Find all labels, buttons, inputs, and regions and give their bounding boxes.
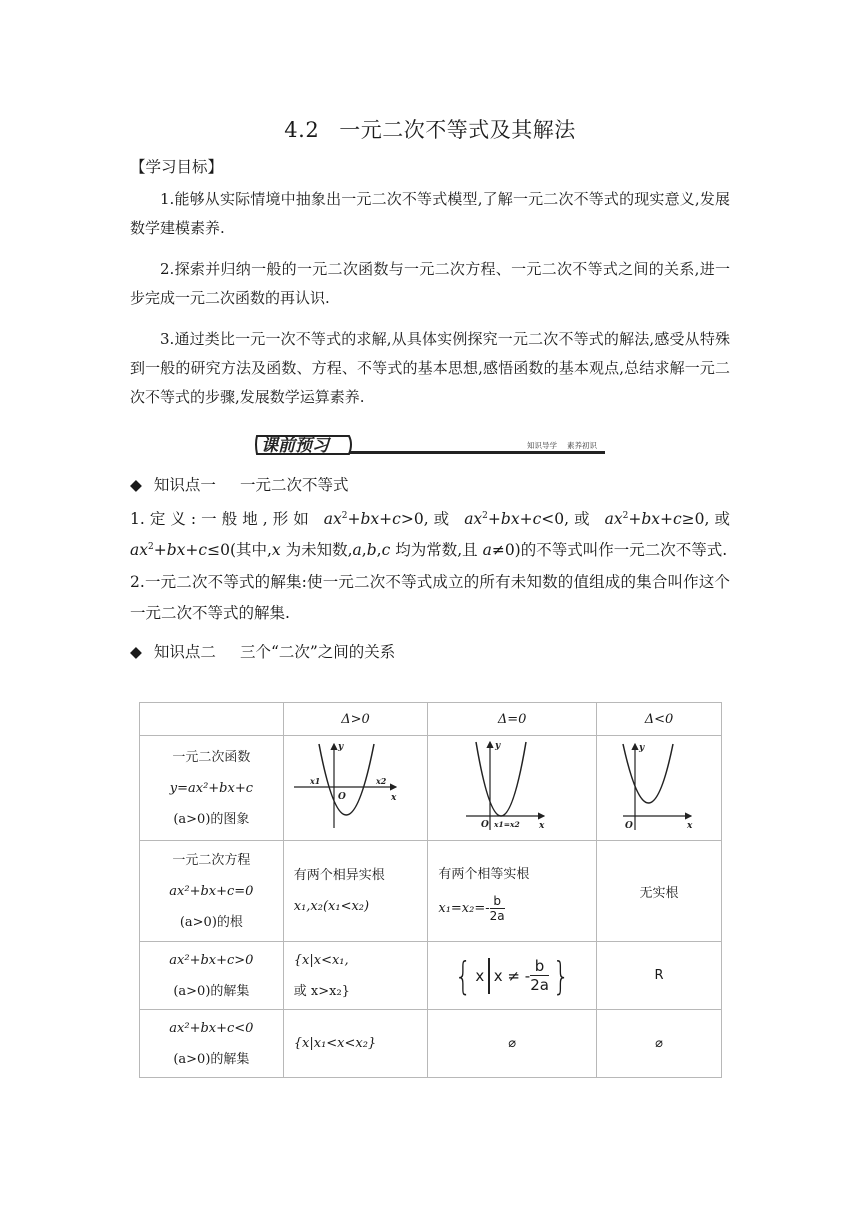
cell-set-x-ne bbox=[428, 942, 597, 1010]
cell-empty-set: ⌀ bbox=[428, 1010, 597, 1078]
definition-2: 2.一元二次不等式的解集:使一元二次不等式成立的所有未知数的值组成的集合叫作这个一元二次不等式的解集. bbox=[130, 573, 730, 622]
banner-graphic bbox=[253, 430, 608, 460]
objective-3: 3.通过类比一元一次不等式的求解,从具体实例探究一元二次不等式的解法,感受从特殊到一般的研究方法及函数、方程、不等式的基本思想,感悟函数的基本观点,总结求解一元二次不等式的步骤,发展数学运算素养. bbox=[130, 330, 730, 406]
svg-text:x1=x2: x1=x2 bbox=[494, 820, 521, 829]
section-banner bbox=[253, 430, 608, 460]
parabola-no-root-graph bbox=[597, 736, 721, 836]
banner-sub1: 知识导学 bbox=[527, 441, 557, 450]
row-label: 一元二次方程 ax²+bx+c=0 (a>0)的根 bbox=[140, 841, 284, 942]
cell-empty-set: ⌀ bbox=[596, 1010, 721, 1078]
table-row bbox=[140, 841, 722, 942]
row-label: 一元二次函数 y=ax²+bx+c (a>0)的图象 bbox=[140, 736, 284, 841]
table-header: Δ=0 bbox=[428, 703, 597, 736]
svg-text:y: y bbox=[638, 743, 645, 753]
svg-text:x1: x1 bbox=[309, 776, 321, 786]
table-header-empty bbox=[140, 703, 284, 736]
svg-text:x: x bbox=[390, 793, 397, 803]
table-row bbox=[140, 703, 722, 736]
knowledge-point-2 bbox=[130, 640, 395, 662]
parabola-one-root-graph bbox=[428, 736, 588, 836]
graph-cell bbox=[596, 736, 721, 841]
set-notation: { x x ≠ - $\frac{b}{2a}$ } bbox=[454, 953, 570, 998]
table-header: Δ>0 bbox=[283, 703, 428, 736]
objective-1: 1.能够从实际情境中抽象出一元二次不等式模型,了解一元二次不等式的现实意义,发展数学建模素养. bbox=[130, 190, 730, 237]
cell-all-reals: R bbox=[596, 942, 721, 1010]
kp1-label: 知识点一 bbox=[153, 476, 216, 494]
kp1-title: 一元二次不等式 bbox=[239, 476, 349, 494]
knowledge-point-1 bbox=[130, 473, 348, 495]
banner-sub2: 素养初识 bbox=[567, 441, 597, 450]
svg-text:x: x bbox=[539, 821, 545, 831]
table-row bbox=[140, 736, 722, 841]
graph-cell bbox=[428, 736, 597, 841]
row-label: ax²+bx+c>0 (a>0)的解集 bbox=[140, 942, 284, 1010]
table-header: Δ<0 bbox=[596, 703, 721, 736]
section-title: 一元二次不等式及其解法 bbox=[339, 118, 576, 142]
kp2-title: 三个“二次”之间的关系 bbox=[239, 643, 396, 661]
kp2-label: 知识点二 bbox=[153, 643, 216, 661]
cell-solution-set-lt: {x|x₁<x<x₂} bbox=[283, 1010, 428, 1078]
svg-text:O: O bbox=[481, 820, 490, 830]
section-number: 4.2 bbox=[284, 118, 320, 142]
svg-text:O: O bbox=[624, 821, 633, 831]
graph-cell bbox=[283, 736, 428, 841]
definition-1: 1.定义:一般地,形如 $ax^2+bx+c>0$,或 $ax^2+bx+c<0$,或 $ax^2+bx+c\ge 0$,或 $ax^2+bx+c\le 0$(其中,x 为未知数,a,b,c 均为常数,且 a≠0)的不等式叫作一元二次不等式. bbox=[130, 510, 730, 559]
relation-table bbox=[139, 702, 722, 1078]
page-title bbox=[0, 114, 860, 144]
parabola-two-roots-graph bbox=[284, 736, 420, 836]
svg-text:x: x bbox=[686, 821, 693, 831]
svg-text:x2: x2 bbox=[375, 776, 387, 786]
row-label: ax²+bx+c<0 (a>0)的解集 bbox=[140, 1010, 284, 1078]
table-row bbox=[140, 942, 722, 1010]
cell-no-root: 无实根 bbox=[596, 841, 721, 942]
svg-text:O: O bbox=[337, 792, 346, 802]
cell-solution-set-gt: {x|x<x₁, 或 x>x₂} bbox=[283, 942, 428, 1010]
fraction-b-over-2a: $\frac{b}{2a}$ bbox=[489, 894, 505, 923]
svg-text:y: y bbox=[495, 741, 501, 751]
banner-main: 课前预习 bbox=[261, 436, 329, 456]
cell-two-roots: 有两个相异实根 x₁,x₂(x₁<x₂) bbox=[283, 841, 428, 942]
diamond-icon: ◆ bbox=[130, 476, 142, 494]
objective-2: 2.探索并归纳一般的一元二次函数与一元二次方程、一元二次不等式之间的关系,进一步完成一元二次函数的再认识. bbox=[130, 260, 730, 307]
diamond-icon: ◆ bbox=[130, 643, 142, 661]
svg-text:y: y bbox=[337, 742, 343, 752]
table-row bbox=[140, 1010, 722, 1078]
objectives-heading: 【学习目标】 bbox=[130, 158, 224, 176]
cell-double-root: 有两个相等实根 x₁=x₂=- $\frac{b}{2a}$ bbox=[428, 841, 597, 942]
